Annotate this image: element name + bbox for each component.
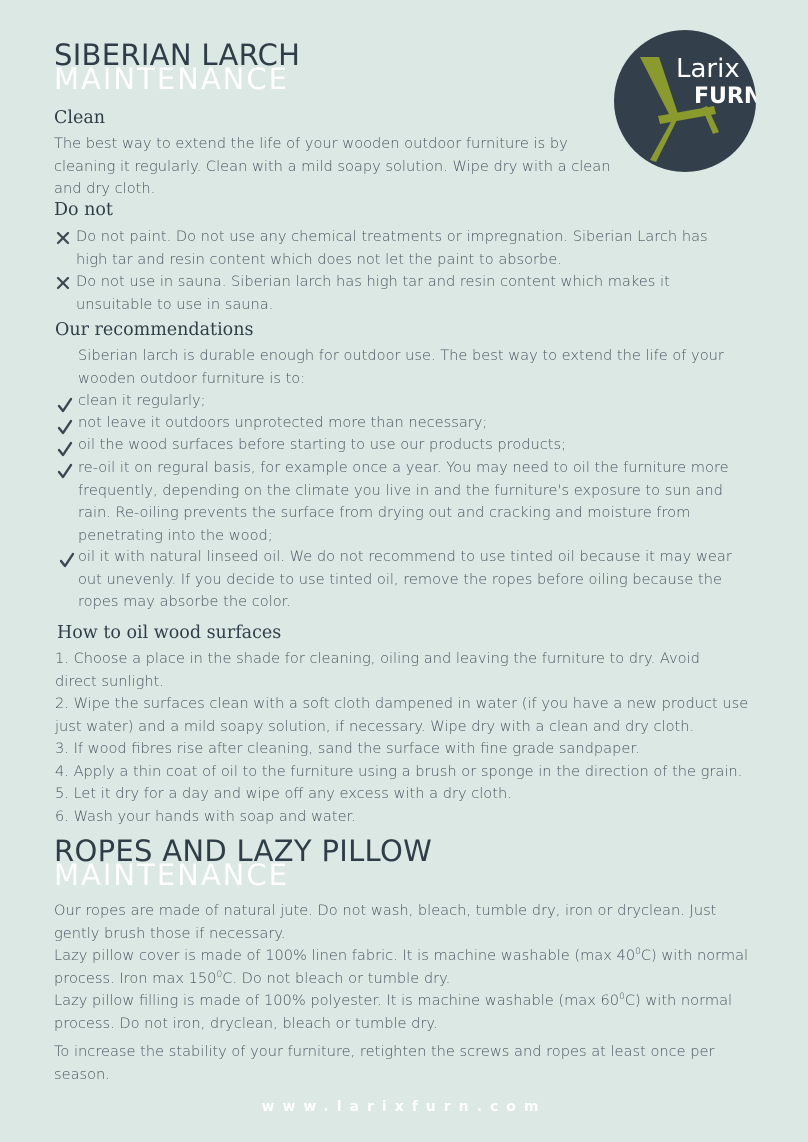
stability-paragraph	[54, 1041, 784, 1086]
howto-line: 2. Wipe the surfaces clean with a soft cloth dampened in water (if you have a new product use	[55, 695, 749, 712]
howto-line: 4. Apply a thin coat of oil to the furniture using a brush or sponge in the direction of the grain.	[55, 762, 743, 780]
text-run: C) with normal	[624, 992, 733, 1009]
howto-line: 6. Wash your hands with soap and water.	[55, 807, 356, 825]
recommendation-item	[78, 546, 778, 614]
donot-item	[76, 271, 776, 316]
howto-line: just water) and a mild soapy solution, if necessary. Wipe dry with a clean and dry cloth.	[55, 717, 695, 735]
clean-line: The best way to extend the life of your wooden outdoor furniture is by	[54, 135, 568, 152]
website-url: www.larixfurn.com	[261, 1099, 547, 1115]
ropes-line: gently brush those if necessary.	[54, 924, 286, 942]
intro-line: wooden outdoor furniture is to:	[78, 369, 306, 387]
heading-do-not: Do not	[54, 200, 113, 220]
ropes-paragraph	[54, 900, 784, 1035]
cross-icon	[56, 276, 70, 290]
donot-line: unsuitable to use in sauna.	[76, 295, 274, 313]
howto-line: 3. If wood fibres rise after cleaning, sand the surface with fine grade sandpaper.	[55, 740, 640, 757]
check-icon	[57, 463, 73, 479]
recommendation-item	[78, 457, 778, 547]
pillow-filling-line	[54, 990, 784, 1013]
heading-how-to-oil: How to oil wood surfaces	[57, 623, 282, 643]
degree-superscript: 0	[619, 992, 625, 1003]
recommendation-line: oil it with natural linseed oil. We do not recommend to use tinted oil because it may wear	[78, 548, 732, 565]
degree-superscript: 0	[635, 947, 641, 958]
pillow-cover-line	[54, 945, 784, 968]
logo-text-furn: FURN	[694, 84, 756, 109]
stability-line: season.	[54, 1065, 110, 1083]
donot-line: Do not paint. Do not use any chemical treatments or impregnation. Siberian Larch has	[76, 228, 708, 245]
text-run: C. Do not bleach or tumble dry.	[222, 969, 451, 987]
check-icon	[57, 397, 73, 413]
check-icon	[59, 552, 75, 568]
text-run: Lazy pillow cover is made of 100% linen fabric. It is machine washable (max 40	[54, 947, 636, 964]
text-run: C) with normal	[640, 947, 749, 964]
stability-line: To increase the stability of your furniture, retighten the screws and ropes at least once per	[54, 1043, 715, 1060]
clean-paragraph	[54, 133, 654, 201]
recommendation-line: penetrating into the wood;	[78, 526, 273, 544]
logo-text-larix: Larix	[676, 54, 740, 84]
check-icon	[57, 441, 73, 457]
pillow-cover-line	[54, 968, 784, 991]
heading-clean: Clean	[54, 108, 106, 128]
cross-icon	[56, 231, 70, 245]
recommendation-line: re-oil it on regural basis, for example once a year. You may need to oil the furniture more	[78, 459, 729, 476]
donot-line: Do not use in sauna. Siberian larch has high tar and resin content which makes it	[76, 273, 670, 290]
recommendation-line: frequently, depending on the climate you live in and the furniture's exposure to sun and	[78, 481, 723, 499]
intro-line: Siberian larch is durable enough for outdoor use. The best way to extend the life of your	[78, 347, 724, 364]
section-title-siberian-larch: SIBERIAN LARCH	[54, 38, 301, 72]
pillow-filling-line: process. Do not iron, dryclean, bleach or tumble dry.	[54, 1014, 438, 1032]
howto-line: 1. Choose a place in the shade for cleaning, oiling and leaving the furniture to dry. Avoid	[55, 650, 700, 667]
check-icon	[57, 419, 73, 435]
recommendation-line: out unevenly. If you decide to use tinted oil, remove the ropes before oiling because the	[78, 570, 722, 588]
section-subtitle-maintenance-2: MAINTENANCE	[54, 858, 289, 892]
text-run: Lazy pillow filling is made of 100% polyester. It is machine washable (max 60	[54, 992, 620, 1009]
section-subtitle-maintenance: MAINTENANCE	[54, 62, 289, 96]
text-run: process. Iron max 150	[54, 969, 217, 987]
recommendation-item: oil the wood surfaces before starting to use our products products;	[78, 436, 567, 453]
howto-line: direct sunlight.	[55, 672, 164, 690]
recommendation-item: clean it regularly;	[78, 392, 206, 409]
donot-item	[76, 226, 776, 271]
recommendations-intro	[78, 345, 778, 390]
recommendation-item: not leave it outdoors unprotected more than necessary;	[78, 414, 488, 431]
ropes-line: Our ropes are made of natural jute. Do not wash, bleach, tumble dry, iron or dryclean. Just	[54, 902, 717, 919]
recommendation-line: rain. Re-oiling prevents the surface from drying out and cracking and moisture from	[78, 504, 691, 521]
donot-line: high tar and resin content which does not let the paint to absorbe.	[76, 250, 562, 268]
heading-recommendations: Our recommendations	[55, 320, 254, 340]
degree-superscript: 0	[216, 969, 223, 980]
recommendation-line: ropes may absorbe the color.	[78, 593, 291, 610]
howto-line: 5. Let it dry for a day and wipe off any excess with a dry cloth.	[55, 785, 512, 802]
howto-steps	[55, 648, 785, 828]
section-title-ropes: ROPES AND LAZY PILLOW	[54, 834, 433, 868]
clean-line: cleaning it regularly. Clean with a mild soapy solution. Wipe dry with a clean	[54, 157, 611, 175]
clean-line: and dry cloth.	[54, 180, 156, 197]
